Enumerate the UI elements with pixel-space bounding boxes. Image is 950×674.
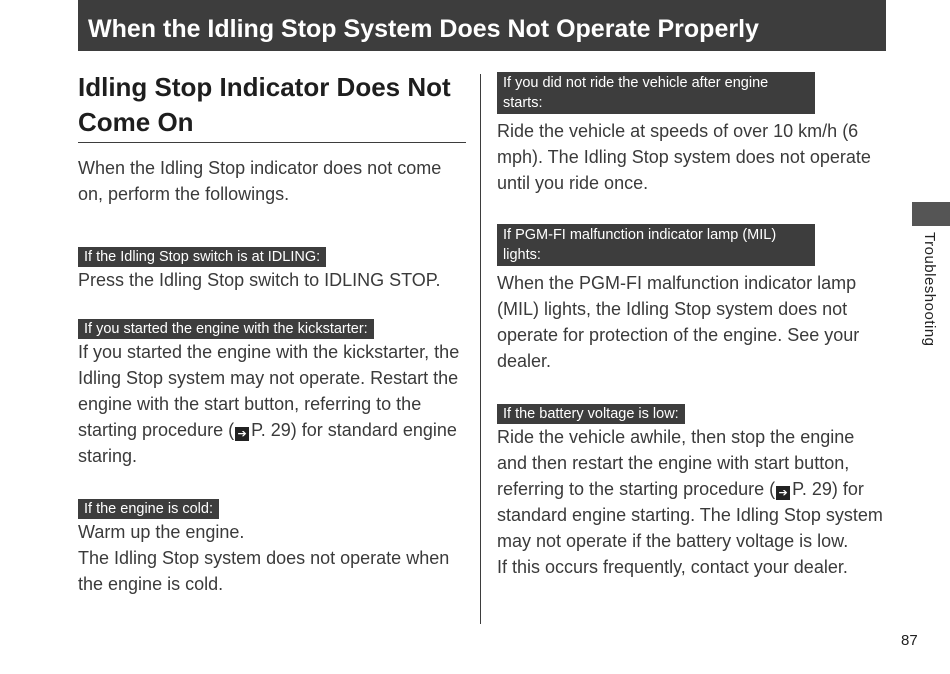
- condition-text: When the PGM-FI malfunction indicator lamp (MIL) lights, the Idling Stop system does not operate for protection of the engine. See your dealer.: [497, 273, 860, 371]
- condition-text: Press the Idling Stop switch to IDLING STOP.: [78, 270, 441, 290]
- condition-label: If the battery voltage is low:: [497, 404, 685, 424]
- condition-text: Warm up the engine.: [78, 522, 245, 542]
- chapter-banner: [78, 0, 886, 51]
- banner-title: When the Idling Stop System Does Not Operate Properly: [88, 15, 759, 43]
- condition-label: If the Idling Stop switch is at IDLING:: [78, 247, 326, 267]
- condition-text-2: The Idling Stop system does not operate when the engine is cold.: [78, 548, 450, 594]
- condition-label: If the engine is cold:: [78, 499, 219, 519]
- chapter-tab-label[interactable]: Troubleshooting: [921, 232, 938, 347]
- column-divider: [480, 74, 481, 624]
- condition-not-ridden: [497, 72, 887, 196]
- condition-battery: [497, 404, 887, 580]
- condition-text: Ride the vehicle at speeds of over 10 km/h (6 mph). The Idling Stop system does not operate until you ride once.: [497, 121, 871, 193]
- text-segment: If you started the engine with the kickstarter, the Idling Stop system may not operate. Restart the engine with the start button, referring to the starting procedure (: [78, 342, 460, 440]
- left-column: [78, 70, 466, 597]
- condition-mil: [497, 224, 887, 374]
- text-segment: ) for standard engine staring.: [78, 420, 457, 466]
- condition-text: [497, 424, 887, 554]
- page-reference-link[interactable]: P. 29: [792, 479, 832, 499]
- arrow-reference-icon: ➔: [235, 427, 249, 441]
- condition-label: If you did not ride the vehicle after engine starts:: [497, 72, 815, 114]
- text-segment: ) for standard engine starting. The Idling Stop system may not operate if the battery voltage is low.: [497, 479, 883, 551]
- section-title: Idling Stop Indicator Does Not Come On: [78, 70, 466, 143]
- condition-text-2: If this occurs frequently, contact your dealer.: [497, 557, 848, 577]
- condition-label: If PGM-FI malfunction indicator lamp (MIL) lights:: [497, 224, 815, 266]
- page-reference-link[interactable]: P. 29: [251, 420, 291, 440]
- right-column: [497, 72, 887, 580]
- condition-kickstarter: [78, 319, 466, 469]
- chapter-tab-marker[interactable]: [912, 202, 950, 226]
- condition-cold-engine: [78, 499, 466, 597]
- condition-switch: [78, 247, 466, 293]
- arrow-reference-icon: ➔: [776, 486, 790, 500]
- page-number: 87: [901, 632, 918, 649]
- text-segment: Ride the vehicle awhile, then stop the engine and then restart the engine with start button, referring to the starting procedure (: [497, 427, 855, 499]
- condition-label: If you started the engine with the kickstarter:: [78, 319, 374, 339]
- condition-text: [78, 339, 466, 469]
- intro-text: When the Idling Stop indicator does not come on, perform the followings.: [78, 158, 442, 204]
